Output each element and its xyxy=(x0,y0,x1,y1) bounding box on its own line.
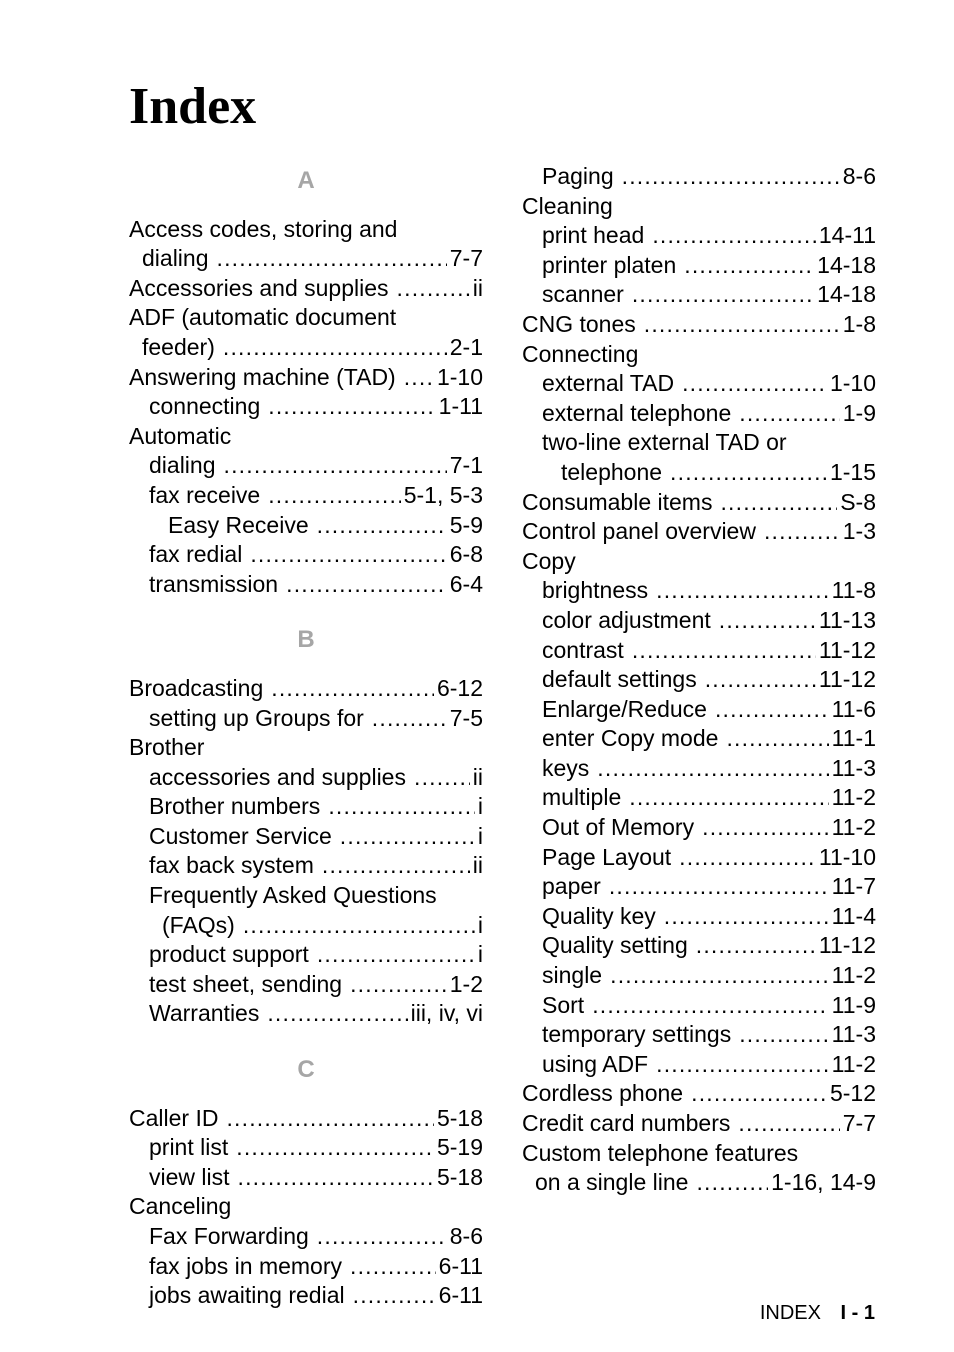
index-entry xyxy=(129,333,483,363)
index-entry xyxy=(129,763,483,793)
index-entry-term: printer platen xyxy=(542,251,677,278)
index-entry xyxy=(522,636,876,666)
index-entry-term: color adjustment xyxy=(542,606,711,633)
index-entry-term: Custom telephone features xyxy=(522,1139,799,1166)
index-entry xyxy=(129,792,483,822)
index-entry-page-ref: 11-12 xyxy=(818,666,876,693)
index-entry xyxy=(522,162,876,192)
index-entry-term: Consumable items xyxy=(522,488,713,515)
index-entry-page-ref: 11-13 xyxy=(818,606,876,633)
index-entry-term: two-line external TAD or xyxy=(542,429,787,456)
index-entry xyxy=(522,192,876,222)
index-entry xyxy=(522,991,876,1021)
index-entry-page-ref: 6-11 xyxy=(438,1282,483,1309)
index-entry-page-ref: 11-8 xyxy=(831,577,876,604)
index-entry-term: Enlarge/Reduce xyxy=(542,695,707,722)
dot-leader xyxy=(597,754,828,784)
index-entry-term: Credit card numbers xyxy=(522,1110,731,1136)
index-entry xyxy=(129,881,483,911)
dot-leader xyxy=(719,606,816,636)
dot-leader xyxy=(656,1050,829,1080)
index-entry-page-ref: i xyxy=(477,822,483,849)
dot-leader xyxy=(340,822,475,852)
page-title: Index xyxy=(129,78,257,135)
index-entry-term: Copy xyxy=(522,547,576,574)
index-entry-term: Access codes, storing and xyxy=(129,215,398,242)
index-entry-term: Easy Receive xyxy=(168,511,309,538)
dot-leader xyxy=(691,1079,827,1109)
dot-leader xyxy=(644,310,840,340)
index-entry-term: Sort xyxy=(542,991,585,1018)
index-entry-term: Customer Service xyxy=(149,822,332,849)
index-entry-page-ref: 11-1 xyxy=(831,725,876,752)
index-entry xyxy=(129,674,483,704)
dot-leader xyxy=(217,244,447,274)
dot-leader xyxy=(726,724,828,754)
dot-leader xyxy=(350,1252,436,1282)
dot-leader xyxy=(238,1163,434,1193)
dot-leader xyxy=(629,783,828,813)
index-entry-page-ref: 5-9 xyxy=(449,511,483,538)
index-entry-term: Cordless phone xyxy=(522,1080,684,1107)
index-entry xyxy=(129,704,483,734)
index-entry-term: scanner xyxy=(542,281,624,308)
index-entry-page-ref: 14-18 xyxy=(817,251,876,278)
index-letter-heading: A xyxy=(297,167,315,194)
index-entry-term: fax redial xyxy=(149,541,243,568)
footer-page-number: I - 1 xyxy=(840,1302,875,1324)
index-entry-page-ref: 1-15 xyxy=(829,458,876,485)
dot-leader xyxy=(592,991,828,1021)
index-entry xyxy=(129,822,483,852)
index-entry xyxy=(129,540,483,570)
index-entry-page-ref: 11-6 xyxy=(831,695,876,722)
index-entry-page-ref: 11-7 xyxy=(831,873,876,900)
dot-leader xyxy=(223,333,447,363)
dot-leader xyxy=(632,636,816,666)
dot-leader xyxy=(224,451,447,481)
dot-leader xyxy=(670,458,827,488)
index-entry xyxy=(129,1281,483,1311)
index-entry-term: test sheet, sending xyxy=(149,970,343,997)
index-entry-page-ref: iii, iv, vi xyxy=(410,1000,483,1027)
index-entry-term: Caller ID xyxy=(129,1104,219,1131)
index-entry-page-ref: i xyxy=(477,911,483,938)
index-entry-term: print head xyxy=(542,222,645,249)
index-entry xyxy=(129,303,483,333)
dot-leader xyxy=(317,511,447,541)
index-entry xyxy=(129,1222,483,1252)
dot-leader xyxy=(739,1020,828,1050)
index-entry xyxy=(522,576,876,606)
index-entry xyxy=(522,399,876,429)
index-entry-term: setting up Groups for xyxy=(149,704,364,731)
index-entry-page-ref: 11-3 xyxy=(831,754,876,781)
index-entry-page-ref: 1-10 xyxy=(436,363,483,390)
index-entry-term: enter Copy mode xyxy=(542,725,719,752)
index-entry-page-ref: 11-3 xyxy=(831,1021,876,1048)
index-entry-term: Brother xyxy=(129,734,205,761)
dot-leader xyxy=(764,517,840,547)
index-entry-term: keys xyxy=(542,754,590,781)
dot-leader xyxy=(610,961,829,991)
index-entry-page-ref: 1-3 xyxy=(842,518,876,545)
index-entry xyxy=(522,695,876,725)
index-entry-term: Out of Memory xyxy=(542,814,695,841)
index-entry xyxy=(129,851,483,881)
index-entry-term: Canceling xyxy=(129,1193,232,1220)
index-entry-page-ref: 5-12 xyxy=(829,1080,876,1107)
dot-leader xyxy=(353,1281,436,1311)
index-entry-page-ref: 2-1 xyxy=(449,333,483,360)
index-entry-term: Answering machine (TAD) xyxy=(129,363,396,390)
index-entry xyxy=(522,428,876,458)
index-entry xyxy=(129,911,483,941)
index-entry xyxy=(522,1139,876,1169)
index-entry-term: Automatic xyxy=(129,422,232,449)
index-entry-term: fax back system xyxy=(149,852,314,879)
index-entry xyxy=(522,931,876,961)
index-entry-page-ref: 5-1, 5-3 xyxy=(403,481,483,508)
index-entry xyxy=(129,244,483,274)
index-entry-page-ref: 11-2 xyxy=(831,814,876,841)
index-entry-term: temporary settings xyxy=(542,1021,732,1048)
index-entry-page-ref: 11-2 xyxy=(831,1050,876,1077)
index-entry-page-ref: 11-10 xyxy=(818,843,876,870)
dot-leader xyxy=(684,251,814,281)
index-entry-term: default settings xyxy=(542,666,697,693)
index-entry-term: Page Layout xyxy=(542,843,672,870)
footer-section-label: INDEX xyxy=(759,1302,821,1324)
dot-leader xyxy=(236,1133,434,1163)
index-entry-page-ref: 8-6 xyxy=(842,163,876,189)
index-entry xyxy=(522,369,876,399)
index-entry xyxy=(129,274,483,304)
index-entry-page-ref: 14-18 xyxy=(817,281,876,308)
index-entry-term: connecting xyxy=(149,393,261,420)
index-entry xyxy=(129,733,483,763)
index-entry-page-ref: ii xyxy=(472,763,483,790)
dot-leader xyxy=(414,763,470,793)
index-entry-term: Paging xyxy=(542,163,614,189)
index-entry-term: CNG tones xyxy=(522,310,636,337)
index-entry xyxy=(129,1133,483,1163)
dot-leader xyxy=(720,488,837,518)
dot-leader xyxy=(271,674,434,704)
index-entry xyxy=(522,310,876,340)
index-entry xyxy=(522,843,876,873)
dot-leader xyxy=(715,695,829,725)
index-entry-term: paper xyxy=(542,873,601,900)
index-entry-term: external TAD xyxy=(542,370,675,397)
index-entry xyxy=(522,813,876,843)
index-entry xyxy=(522,458,876,488)
index-entry-page-ref: 1-11 xyxy=(438,393,483,420)
index-entry-term: brightness xyxy=(542,577,649,604)
index-entry xyxy=(129,1104,483,1134)
index-entry xyxy=(129,392,483,422)
index-entry xyxy=(129,940,483,970)
index-entry-page-ref: 11-12 xyxy=(818,636,876,663)
index-entry xyxy=(129,570,483,600)
index-entry-term: feeder) xyxy=(142,333,215,360)
index-entry xyxy=(522,280,876,310)
index-entry-page-ref: 11-9 xyxy=(831,991,876,1018)
index-entry-page-ref: 11-4 xyxy=(831,902,876,929)
index-entry-term: Warranties xyxy=(149,1000,260,1027)
dot-leader xyxy=(286,570,447,600)
index-column-left xyxy=(129,162,483,1311)
index-entry-page-ref: 5-18 xyxy=(436,1104,483,1131)
index-entry xyxy=(129,1252,483,1282)
dot-leader xyxy=(609,872,829,902)
index-entry-term: single xyxy=(542,962,603,989)
dot-leader xyxy=(696,1168,768,1198)
index-entry xyxy=(522,606,876,636)
dot-leader xyxy=(250,540,446,570)
dot-leader xyxy=(350,970,447,1000)
index-entry-page-ref: 7-1 xyxy=(449,452,483,479)
index-entry xyxy=(522,872,876,902)
index-entry-page-ref: 1-8 xyxy=(842,310,876,337)
index-entry-term: Cleaning xyxy=(522,192,613,219)
dot-leader xyxy=(664,902,829,932)
index-entry-page-ref: 14-11 xyxy=(818,222,876,249)
index-entry-term: transmission xyxy=(149,570,279,597)
index-entry-term: telephone xyxy=(561,458,663,485)
index-entry-page-ref: 7-5 xyxy=(449,704,483,731)
index-entry-term: dialing xyxy=(149,452,216,479)
index-entry-page-ref: 6-12 xyxy=(436,674,483,701)
index-entry xyxy=(522,665,876,695)
dot-leader xyxy=(738,1109,839,1139)
dot-leader xyxy=(268,392,435,422)
index-entry-page-ref: 6-4 xyxy=(449,570,483,597)
index-entry xyxy=(522,251,876,281)
index-entry xyxy=(129,999,483,1029)
index-entry xyxy=(522,961,876,991)
index-entry-term: print list xyxy=(149,1134,229,1161)
dot-leader xyxy=(322,851,470,881)
index-entry-term: Broadcasting xyxy=(129,674,264,701)
index-entry-term: fax jobs in memory xyxy=(149,1252,343,1279)
dot-leader xyxy=(328,792,475,822)
index-entry-term: Frequently Asked Questions xyxy=(149,882,437,909)
index-entry xyxy=(522,221,876,251)
index-entry-page-ref: 7-7 xyxy=(449,245,483,272)
index-entry-page-ref: 8-6 xyxy=(449,1223,483,1249)
dot-leader xyxy=(372,704,447,734)
index-entry-term: Accessories and supplies xyxy=(129,274,389,301)
index-entry-page-ref: 1-2 xyxy=(449,970,483,997)
index-entry-page-ref: 5-18 xyxy=(436,1163,483,1190)
index-entry-page-ref: 11-12 xyxy=(818,932,876,959)
index-entry-term: external telephone xyxy=(542,399,732,426)
index-column-right xyxy=(522,162,876,1198)
index-entry xyxy=(522,488,876,518)
index-entry-page-ref: 1-16, 14-9 xyxy=(771,1169,876,1196)
index-entry xyxy=(129,1163,483,1193)
index-entry xyxy=(522,547,876,577)
index-entry xyxy=(129,363,483,393)
index-entry xyxy=(522,724,876,754)
dot-leader xyxy=(632,280,814,310)
dot-leader xyxy=(397,274,470,304)
index-letter-heading: B xyxy=(297,626,315,654)
index-entry-page-ref: i xyxy=(477,793,483,820)
index-entry xyxy=(522,783,876,813)
index-entry-page-ref: 5-19 xyxy=(436,1134,483,1161)
index-entry xyxy=(522,1050,876,1080)
dot-leader xyxy=(243,911,475,941)
index-entry-term: Connecting xyxy=(522,340,639,367)
dot-leader xyxy=(267,999,407,1029)
dot-leader xyxy=(679,843,816,873)
index-entry xyxy=(129,970,483,1000)
index-entry xyxy=(129,422,483,452)
dot-leader xyxy=(268,481,401,511)
index-entry xyxy=(129,1192,483,1222)
index-entry-term: product support xyxy=(149,941,309,968)
dot-leader xyxy=(226,1104,433,1134)
index-entry-page-ref: ii xyxy=(472,274,483,301)
index-entry-term: contrast xyxy=(542,636,624,663)
index-entry xyxy=(522,340,876,370)
index-entry-term: using ADF xyxy=(542,1050,649,1077)
index-entry-term: Quality key xyxy=(542,902,656,929)
index-entry-term: Brother numbers xyxy=(149,793,321,820)
index-entry-page-ref: 11-2 xyxy=(831,784,876,811)
index-entry-page-ref: 1-10 xyxy=(829,370,876,397)
dot-leader xyxy=(702,813,829,843)
index-entry-page-ref: 6-8 xyxy=(449,541,483,568)
index-entry-term: Control panel overview xyxy=(522,518,756,545)
dot-leader xyxy=(652,221,816,251)
index-entry xyxy=(522,1109,876,1139)
index-entry-term: jobs awaiting redial xyxy=(149,1282,345,1309)
index-entry-term: Fax Forwarding xyxy=(149,1223,309,1249)
index-entry xyxy=(522,517,876,547)
index-entry-term: view list xyxy=(149,1163,230,1190)
index-entry-page-ref: S-8 xyxy=(840,488,876,515)
index-entry xyxy=(522,1168,876,1198)
index-entry-page-ref: 7-7 xyxy=(842,1110,876,1136)
index-entry-page-ref: 1-9 xyxy=(842,399,876,426)
dot-leader xyxy=(656,576,829,606)
dot-leader xyxy=(682,369,827,399)
index-entry-term: Quality setting xyxy=(542,932,688,959)
index-entry xyxy=(129,215,483,245)
index-entry-term: dialing xyxy=(142,245,209,272)
dot-leader xyxy=(705,665,816,695)
index-entry xyxy=(129,451,483,481)
index-entry xyxy=(129,481,483,511)
index-entry-term: (FAQs) xyxy=(162,911,235,938)
index-entry-page-ref: 11-2 xyxy=(831,962,876,989)
index-entry xyxy=(522,1020,876,1050)
page-footer xyxy=(760,1300,875,1326)
dot-leader xyxy=(696,931,816,961)
index-entry-term: ADF (automatic document xyxy=(129,304,397,331)
index-entry-term: multiple xyxy=(542,784,622,811)
index-entry xyxy=(522,1079,876,1109)
index-entry-term: fax receive xyxy=(149,481,261,508)
index-entry xyxy=(522,902,876,932)
index-entry-term: on a single line xyxy=(535,1169,689,1196)
dot-leader xyxy=(404,363,434,393)
index-entry-page-ref: i xyxy=(477,941,483,968)
index-letter-heading: C xyxy=(297,1056,315,1084)
index-entry-page-ref: 6-11 xyxy=(438,1252,483,1279)
index-entry-page-ref: ii xyxy=(472,852,483,879)
index-entry xyxy=(522,754,876,784)
dot-leader xyxy=(317,1222,447,1252)
index-entry-term: accessories and supplies xyxy=(149,763,406,790)
index-entry xyxy=(129,511,483,541)
dot-leader xyxy=(622,162,840,192)
dot-leader xyxy=(317,940,475,970)
dot-leader xyxy=(739,399,839,429)
